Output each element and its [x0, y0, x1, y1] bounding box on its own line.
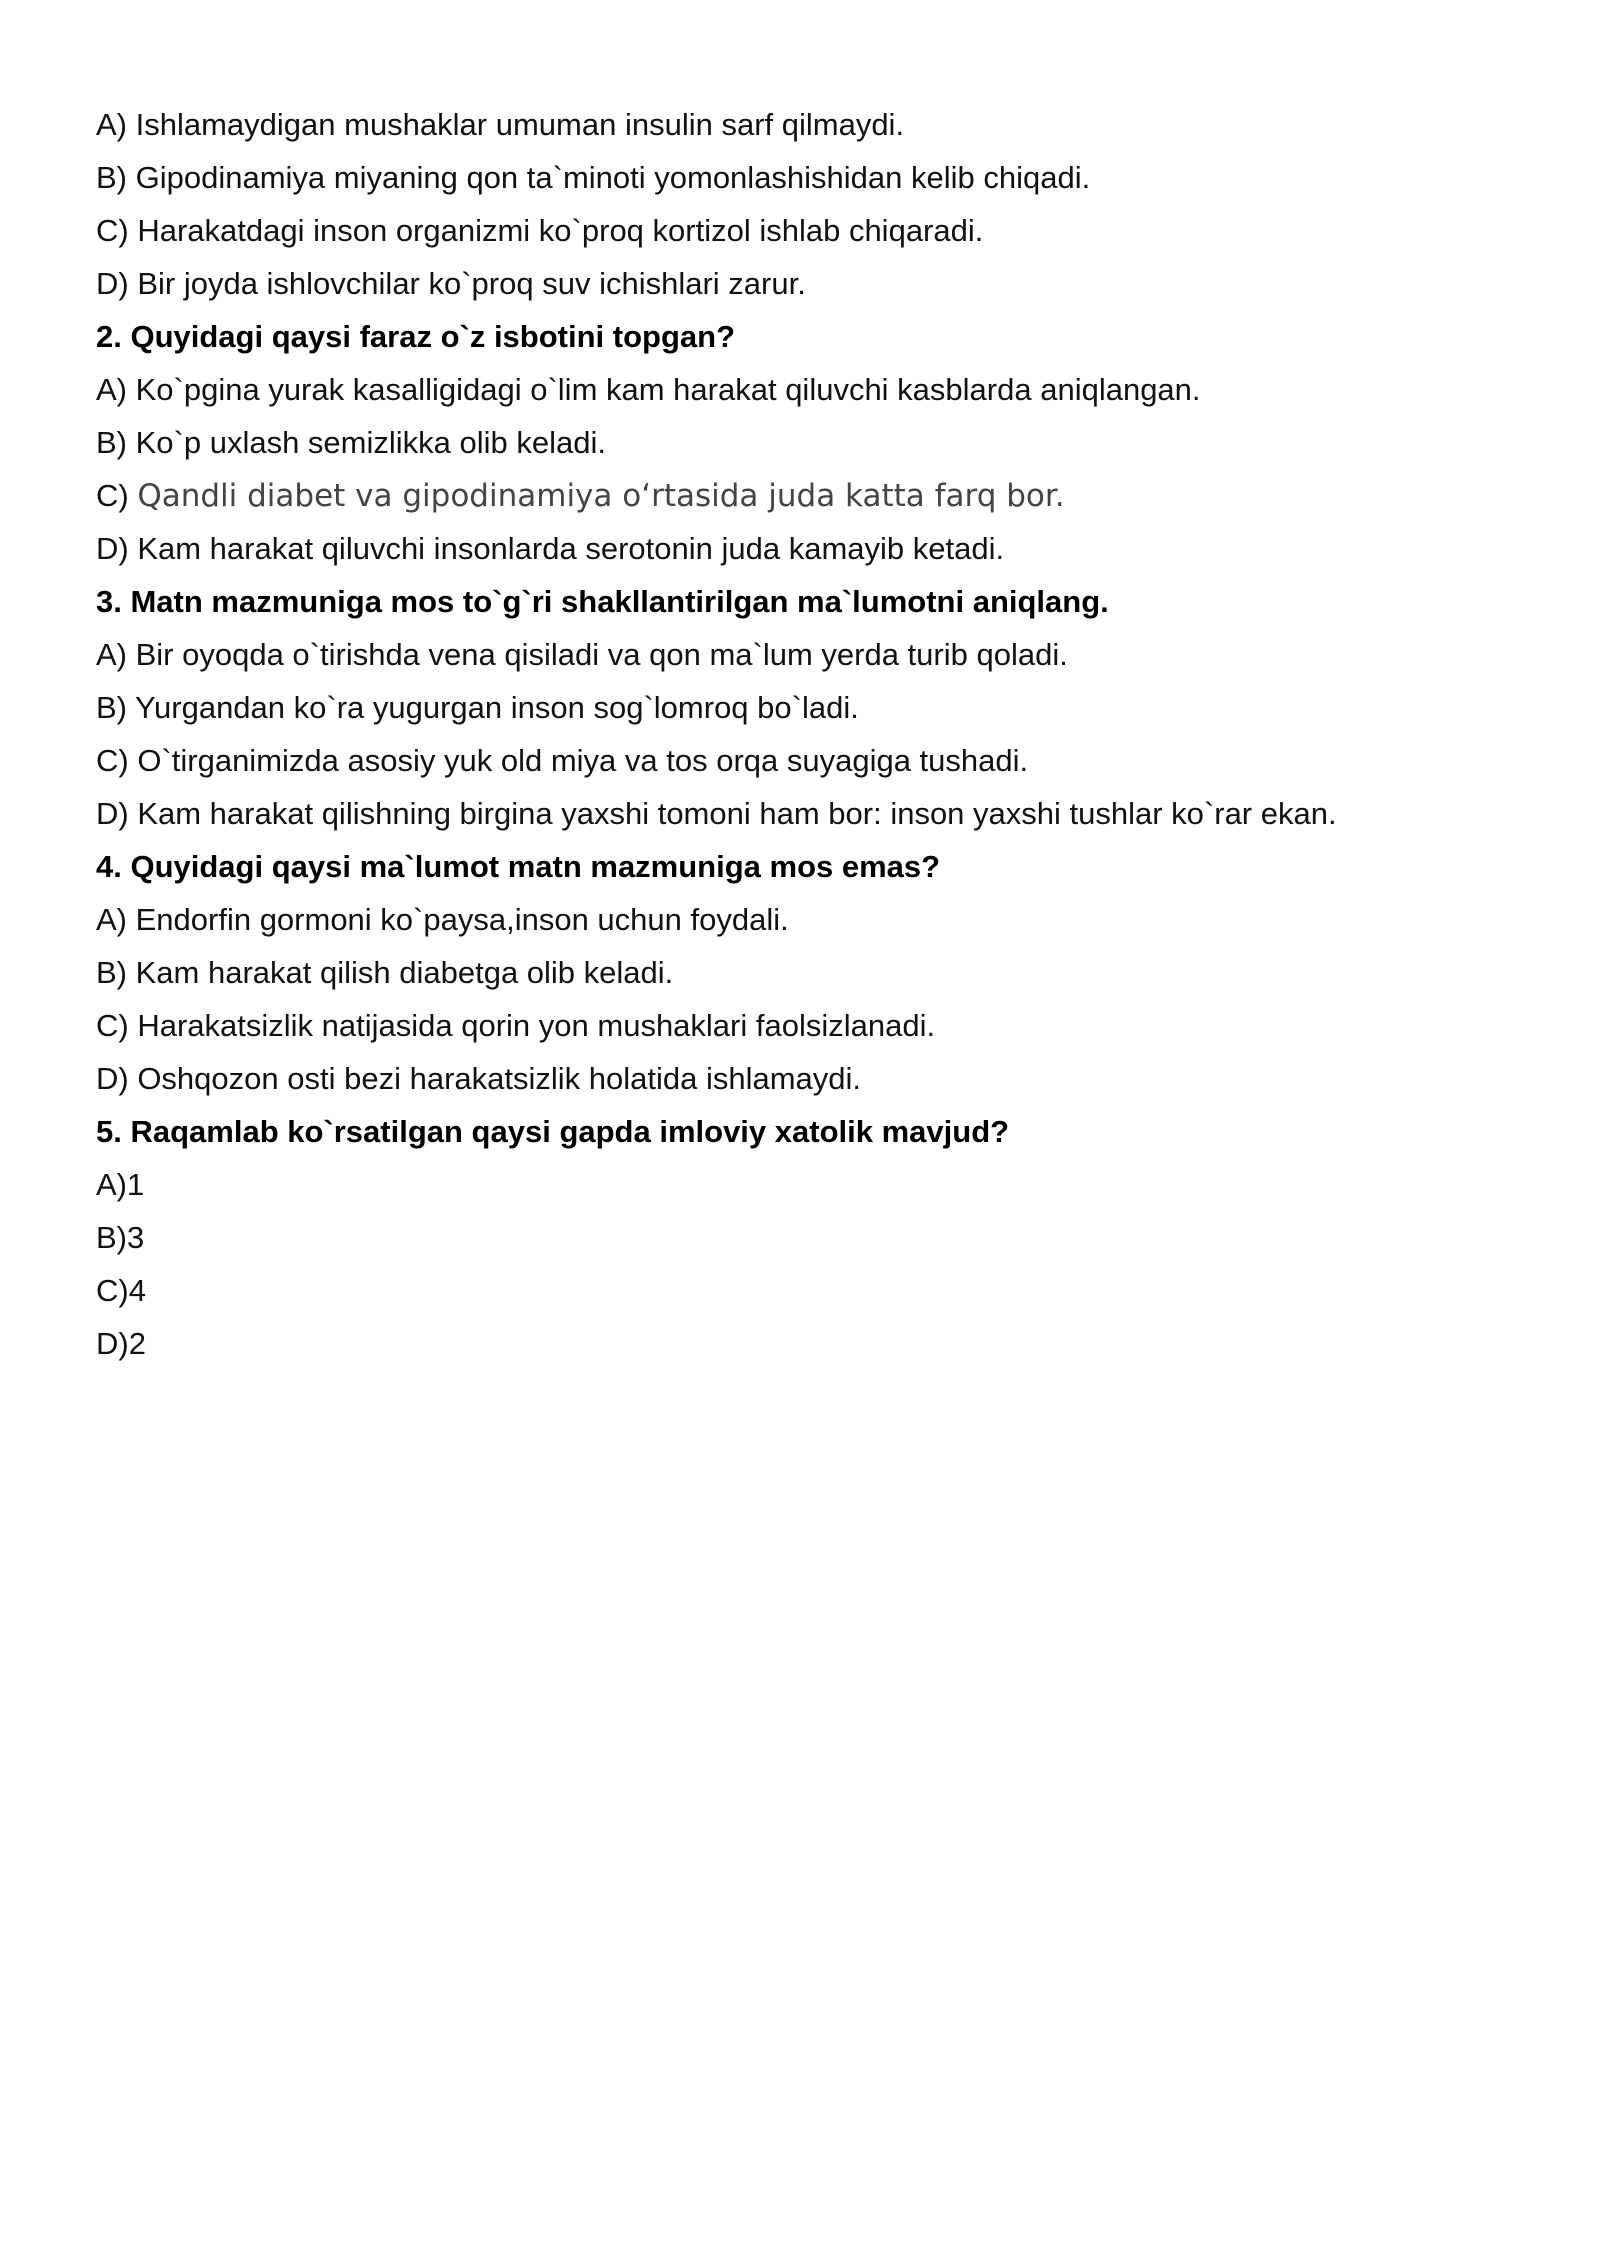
q5-option-a: A)1	[96, 1167, 145, 1202]
q2-option-c	[96, 469, 1536, 522]
q4-question: 4. Quyidagi qaysi ma`lumot matn mazmuniga mos emas?	[96, 849, 941, 884]
test-content	[96, 98, 1536, 1370]
q5-option-d: D)2	[96, 1326, 146, 1361]
q2-option-c-prefix: C)	[96, 478, 138, 513]
q3-option-c: C) O`tirganimizda asosiy yuk old miya va tos orqa suyagiga tushadi.	[96, 743, 1029, 778]
q3-option-b: B) Yurgandan ko`ra yugurgan inson sog`lomroq bo`ladi.	[96, 690, 859, 725]
q4-option-c: C) Harakatsizlik natijasida qorin yon mushaklari faolsizlanadi.	[96, 1008, 936, 1043]
q5-option-c: C)4	[96, 1273, 146, 1308]
q1-option-a: A) Ishlamaydigan mushaklar umuman insulin sarf qilmaydi.	[96, 107, 905, 142]
q5-option-b: B)3	[96, 1220, 145, 1255]
q3-option-d: D) Kam harakat qilishning birgina yaxshi tomoni ham bor: inson yaxshi tushlar ko`rar ekan.	[96, 796, 1337, 831]
q4-option-a: A) Endorfin gormoni ko`paysa,inson uchun foydali.	[96, 902, 789, 937]
q4-option-d: D) Oshqozon osti bezi harakatsizlik holatida ishlamaydi.	[96, 1061, 862, 1096]
q4-option-b: B) Kam harakat qilish diabetga olib keladi.	[96, 955, 674, 990]
q3-option-a: A) Bir oyoqda o`tirishda vena qisiladi va qon ma`lum yerda turib qoladi.	[96, 637, 1068, 672]
q2-option-b: B) Ko`p uxlash semizlikka olib keladi.	[96, 425, 606, 460]
q3-question: 3. Matn mazmuniga mos to`g`ri shakllantirilgan ma`lumotni aniqlang.	[96, 584, 1109, 619]
q1-option-c: C) Harakatdagi inson organizmi ko`proq kortizol ishlab chiqaradi.	[96, 213, 984, 248]
q2-option-c-text: Qandli diabet va gipodinamiya o‘rtasida juda katta farq bor.	[137, 478, 1065, 514]
q2-option-a: A) Ko`pgina yurak kasalligidagi o`lim kam harakat qiluvchi kasblarda aniqlangan.	[96, 372, 1201, 407]
q2-option-d: D) Kam harakat qiluvchi insonlarda serotonin juda kamayib ketadi.	[96, 531, 1005, 566]
q2-question: 2. Quyidagi qaysi faraz o`z isbotini topgan?	[96, 319, 736, 354]
q1-option-b: B) Gipodinamiya miyaning qon ta`minoti yomonlashishidan kelib chiqadi.	[96, 160, 1091, 195]
q1-option-d: D) Bir joyda ishlovchilar ko`proq suv ichishlari zarur.	[96, 266, 806, 301]
q5-question: 5. Raqamlab ko`rsatilgan qaysi gapda imloviy xatolik mavjud?	[96, 1114, 1010, 1149]
